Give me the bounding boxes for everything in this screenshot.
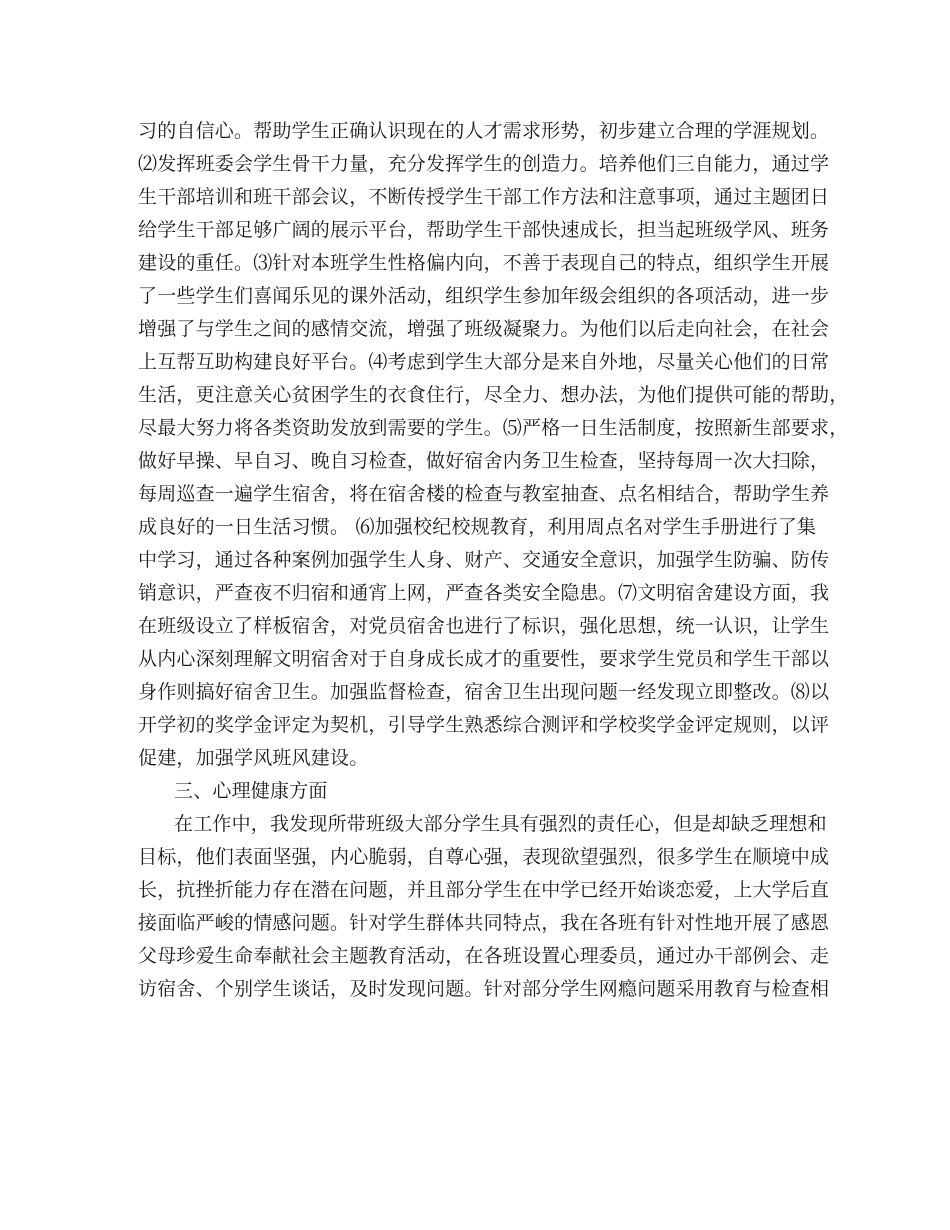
body-line: 在班级设立了样板宿舍，对党员宿舍也进行了标识，强化思想，统一认识，让学生 bbox=[138, 615, 830, 637]
body-line: 生活，更注意关心贫困学生的衣食住行，尽全力、想办法，为他们提供可能的帮助， bbox=[138, 384, 849, 406]
body-line: 尽最大努力将各类资助发放到需要的学生。⑸严格一日生活制度，按照新生部要求， bbox=[138, 417, 849, 439]
body-line: 生干部培训和班干部会议，不断传授学生干部工作方法和注意事项，通过主题团日 bbox=[138, 186, 830, 208]
body-line: 增强了与学生之间的感情交流，增强了班级凝聚力。为他们以后走向社会，在社会 bbox=[138, 318, 830, 340]
body-line: 接面临严峻的情感问题。针对学生群体共同特点，我在各班有针对性地开展了感恩 bbox=[138, 912, 830, 934]
body-line: 开学初的奖学金评定为契机，引导学生熟悉综合测评和学校奖学金评定规则，以评 bbox=[138, 714, 830, 736]
body-line: ⑵发挥班委会学生骨干力量，充分发挥学生的创造力。培养他们三自能力，通过学 bbox=[138, 153, 830, 175]
body-line: 每周巡查一遍学生宿舍，将在宿舍楼的检查与教室抽查、点名相结合，帮助学生养 bbox=[138, 483, 830, 505]
body-line: 促建，加强学风班风建设。 bbox=[138, 747, 369, 769]
body-line: 销意识，严查夜不归宿和通宵上网，严查各类安全隐患。⑺文明宿舍建设方面，我 bbox=[138, 582, 830, 604]
body-line: 上互帮互助构建良好平台。⑷考虑到学生大部分是来自外地，尽量关心他们的日常 bbox=[138, 351, 830, 373]
body-line: 做好早操、早自习、晚自习检查，做好宿舍内务卫生检查，坚持每周一次大扫除， bbox=[138, 450, 830, 472]
body-line: 习的自信心。帮助学生正确认识现在的人才需求形势，初步建立合理的学涯规划。 bbox=[138, 120, 830, 142]
body-line: 建设的重任。⑶针对本班学生性格偏内向，不善于表现自己的特点，组织学生开展 bbox=[138, 252, 830, 274]
body-line: 成良好的一日生活习惯。 ⑹加强校纪校规教育，利用周点名对学生手册进行了集 bbox=[138, 516, 817, 538]
body-line: 从内心深刻理解文明宿舍对于自身成长成才的重要性，要求学生党员和学生干部以 bbox=[138, 648, 830, 670]
body-line: 父母珍爱生命奉献社会主题教育活动，在各班设置心理委员，通过办干部例会、走 bbox=[138, 945, 830, 967]
body-line: 访宿舍、个别学生谈话，及时发现问题。针对部分学生网瘾问题采用教育与检查相 bbox=[138, 978, 830, 1000]
body-line: 了一些学生们喜闻乐见的课外活动，组织学生参加年级会组织的各项活动，进一步 bbox=[138, 285, 830, 307]
body-line: 中学习，通过各种案例加强学生人身、财产、交通安全意识，加强学生防骗、防传 bbox=[138, 549, 830, 571]
body-line: 在工作中，我发现所带班级大部分学生具有强烈的责任心，但是却缺乏理想和 bbox=[174, 813, 827, 835]
section-heading: 三、心理健康方面 bbox=[174, 780, 328, 802]
body-line: 目标，他们表面坚强，内心脆弱，自尊心强，表现欲望强烈，很多学生在顺境中成 bbox=[138, 846, 830, 868]
body-line: 身作则搞好宿舍卫生。加强监督检查，宿舍卫生出现问题一经发现立即整改。⑻以 bbox=[138, 681, 830, 703]
body-line: 给学生干部足够广阔的展示平台，帮助学生干部快速成长，担当起班级学风、班务 bbox=[138, 219, 830, 241]
body-line: 长，抗挫折能力存在潜在问题，并且部分学生在中学已经开始谈恋爱，上大学后直 bbox=[138, 879, 830, 901]
